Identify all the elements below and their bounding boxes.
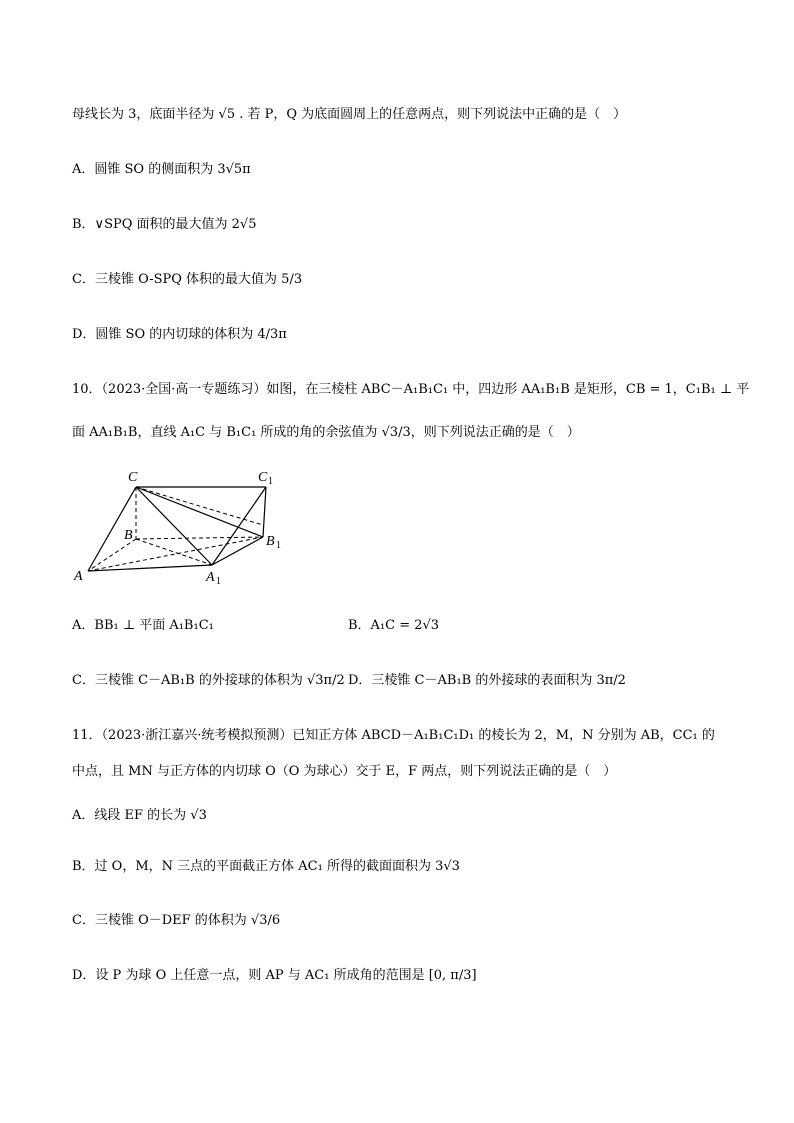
label-B: B	[124, 528, 133, 543]
q9-option-d: D．圆锥 SO 的内切球的体积为 4/3π	[72, 327, 287, 342]
q10-option-b: B．A₁C = 2√3	[348, 618, 440, 633]
svg-text:1: 1	[276, 540, 281, 551]
q11-stem-line1: 11．（2023·浙江嘉兴·统考模拟预测）已知正方体 ABCD－A₁B₁C₁D₁ 的棱长为 2，M，N 分别为 AB，CC₁ 的	[72, 728, 715, 743]
q9-stem: 母线长为 3，底面半径为 √5 . 若 P，Q 为底面圆周上的任意两点，则下列说法中正确的是（ ）	[72, 107, 627, 122]
q10-stem-line1: 10．（2023·全国·高一专题练习）如图，在三棱柱 ABC－A₁B₁C₁ 中，四边形 AA₁B₁B 是矩形，CB = 1，C₁B₁ ⊥ 平	[72, 382, 750, 397]
label-A1: A	[206, 570, 215, 585]
q9-option-c: C．三棱锥 O-SPQ 体积的最大值为 5/3	[72, 272, 303, 287]
triangular-prism-figure	[70, 465, 300, 590]
q10-option-a: A．BB₁ ⊥ 平面 A₁B₁C₁	[72, 618, 214, 633]
q10-stem-line2: 面 AA₁B₁B，直线 A₁C 与 B₁C₁ 所成的角的余弦值为 √3/3，则下列说法正确的是（ ）	[72, 425, 580, 440]
svg-text:1: 1	[216, 576, 221, 587]
q10-option-d: D．三棱锥 C－AB₁B 的外接球的表面积为 3π/2	[348, 673, 626, 688]
q11-stem-line2: 中点，且 MN 与正方体的内切球 O（O 为球心）交于 E，F 两点，则下列说法正确的是（ ）	[72, 764, 617, 779]
q9-option-a: A．圆锥 SO 的侧面积为 3√5π	[72, 162, 251, 177]
q11-option-d: D．设 P 为球 O 上任意一点，则 AP 与 AC₁ 所成角的范围是 [0, π/3]	[72, 968, 477, 983]
label-B1: B	[266, 534, 275, 549]
label-A: A	[74, 569, 83, 584]
q11-option-a: A．线段 EF 的长为 √3	[72, 808, 207, 823]
label-C1: C	[258, 470, 268, 485]
q10-option-c: C．三棱锥 C－AB₁B 的外接球的体积为 √3π/2	[72, 673, 345, 688]
q11-option-c: C．三棱锥 O－DEF 的体积为 √3/6	[72, 913, 281, 928]
svg-text:1: 1	[268, 476, 273, 487]
q11-option-b: B．过 O，M，N 三点的平面截正方体 AC₁ 所得的截面面积为 3√3	[72, 859, 460, 874]
q9-option-b: B．∨SPQ 面积的最大值为 2√5	[72, 217, 257, 232]
label-C: C	[128, 470, 138, 485]
